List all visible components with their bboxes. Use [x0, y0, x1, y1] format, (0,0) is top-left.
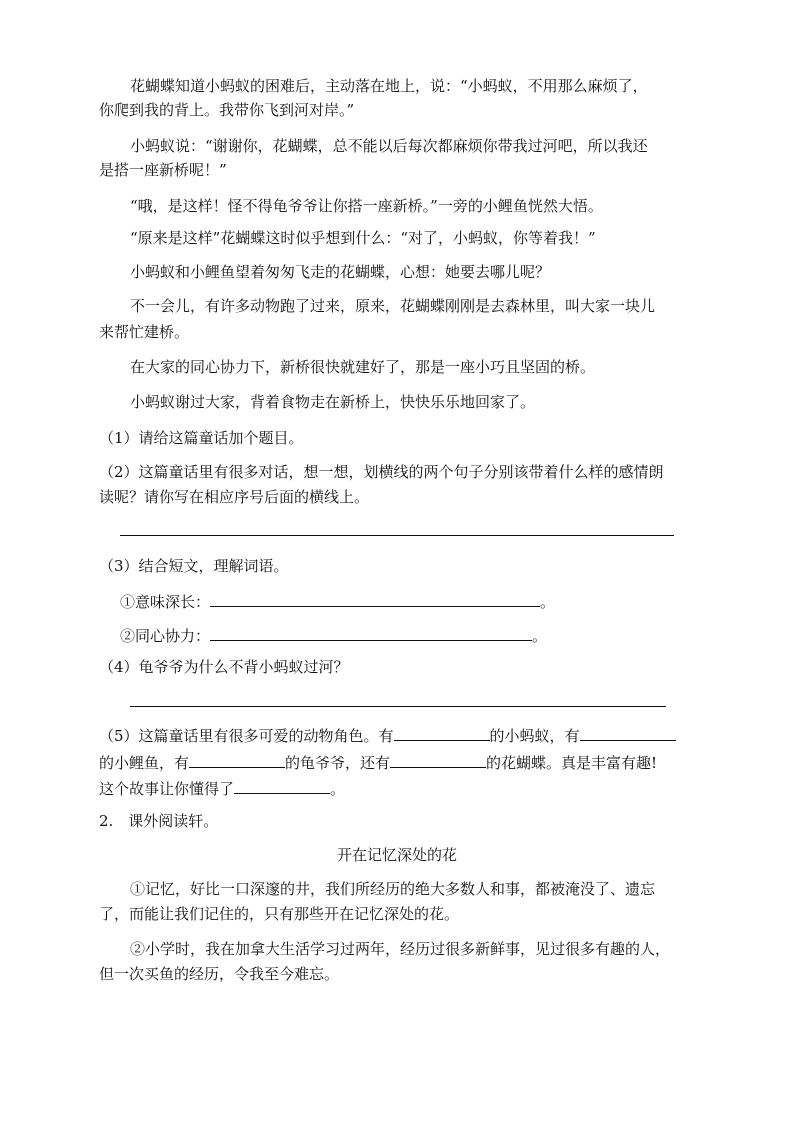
story-paragraph-1-line-1: 花蝴蝶知道小蚂蚁的困难后，主动落在地上，说：“小蚂蚁，不用那么麻烦了， [130, 77, 648, 95]
question-3-item-b-period: 。 [532, 627, 548, 645]
passage-title: 开在记忆深处的花 [336, 846, 457, 864]
section-2-heading: 2. 课外阅读轩。 [99, 812, 219, 830]
question-5-line-3 [99, 776, 345, 799]
answer-blank-ant[interactable] [394, 723, 490, 741]
story-paragraph-6-line-2: 来帮忙建桥。 [99, 323, 190, 341]
story-paragraph-8: 小蚂蚁谢过大家，背着食物走在新桥上，快快乐乐地回家了。 [130, 393, 536, 411]
answer-line-q3-b[interactable] [210, 623, 532, 641]
question-2-line-2: 读呢？请你写在相应序号后面的横线上。 [99, 488, 370, 506]
answer-line-q4[interactable] [130, 706, 666, 707]
question-5-text-d: 的龟爷爷，还有 [285, 754, 391, 772]
question-2-line-1: （2）这篇童话里有很多对话，想一想，划横线的两个句子分别该带着什么样的感情朗 [99, 463, 664, 481]
story-paragraph-7: 在大家的同心协力下，新桥很快就建好了，那是一座小巧且坚固的桥。 [130, 358, 596, 376]
story-paragraph-6-line-1: 不一会儿，有许多动物跑了过来，原来，花蝴蝶刚刚是去森林里，叫大家一块儿 [130, 297, 656, 315]
question-5-period: 。 [330, 780, 346, 798]
passage-paragraph-2-line-1: ②小学时，我在加拿大生活学习过两年，经历过很多新鲜事，见过很多有趣的人， [130, 940, 671, 958]
story-paragraph-1-line-2: 你爬到我的背上。我带你飞到河对岸。” [99, 101, 355, 119]
question-5-text-a: （5）这篇童话里有很多可爱的动物角色。有 [99, 727, 394, 745]
question-5-text-b: 的小蚂蚁，有 [489, 727, 580, 745]
answer-blank-turtle[interactable] [189, 750, 285, 768]
question-5-text-e: 的花蝴蝶。真是丰富有趣! [486, 754, 658, 772]
story-paragraph-3: “哦，是这样！怪不得龟爷爷让你搭一座新桥。”一旁的小鲤鱼恍然大悟。 [130, 197, 603, 215]
answer-line-q3-a[interactable] [210, 589, 540, 607]
answer-blank-carp[interactable] [580, 723, 676, 741]
question-5-line-2 [99, 750, 657, 773]
question-1: （1）请给这篇童话加个题目。 [99, 429, 304, 447]
answer-line-q2[interactable] [120, 535, 674, 536]
story-paragraph-4: “原来是这样”花蝴蝶这时似乎想到什么：“对了，小蚂蚁，你等着我！” [130, 229, 596, 247]
question-3-item-a-period: 。 [540, 593, 556, 611]
question-5-text-c: 的小鲤鱼，有 [99, 754, 190, 772]
passage-paragraph-1-line-1: ①记忆，好比一口深邃的井，我们所经历的绝大多数人和事，都被淹没了、遗忘 [130, 880, 656, 898]
question-3-item-a [120, 589, 555, 612]
answer-blank-lesson[interactable] [234, 776, 330, 794]
question-3-item-b-label: ②同心协力： [120, 627, 211, 645]
question-4: （4）龟爷爷为什么不背小蚂蚁过河？ [99, 658, 349, 676]
question-3: （3）结合短文，理解词语。 [99, 557, 289, 575]
story-paragraph-5: 小蚂蚁和小鲤鱼望着匆匆飞走的花蝴蝶，心想：她要去哪儿呢？ [130, 263, 551, 281]
question-3-item-b [120, 623, 547, 646]
story-paragraph-2-line-2: 是搭一座新桥呢！” [99, 161, 227, 179]
story-paragraph-2-line-1: 小蚂蚁说：“谢谢你，花蝴蝶，总不能以后每次都麻烦你带我过河吧，所以我还 [130, 137, 648, 155]
passage-paragraph-2-line-2: 但一次买鱼的经历，令我至今难忘。 [99, 965, 340, 983]
answer-blank-butterfly[interactable] [390, 750, 486, 768]
question-5-text-f: 这个故事让你懂得了 [99, 780, 235, 798]
passage-paragraph-1-line-2: 了，而能让我们记住的，只有那些开在记忆深处的花。 [99, 905, 460, 923]
question-5-line-1 [99, 723, 676, 746]
question-3-item-a-label: ①意味深长： [120, 593, 211, 611]
